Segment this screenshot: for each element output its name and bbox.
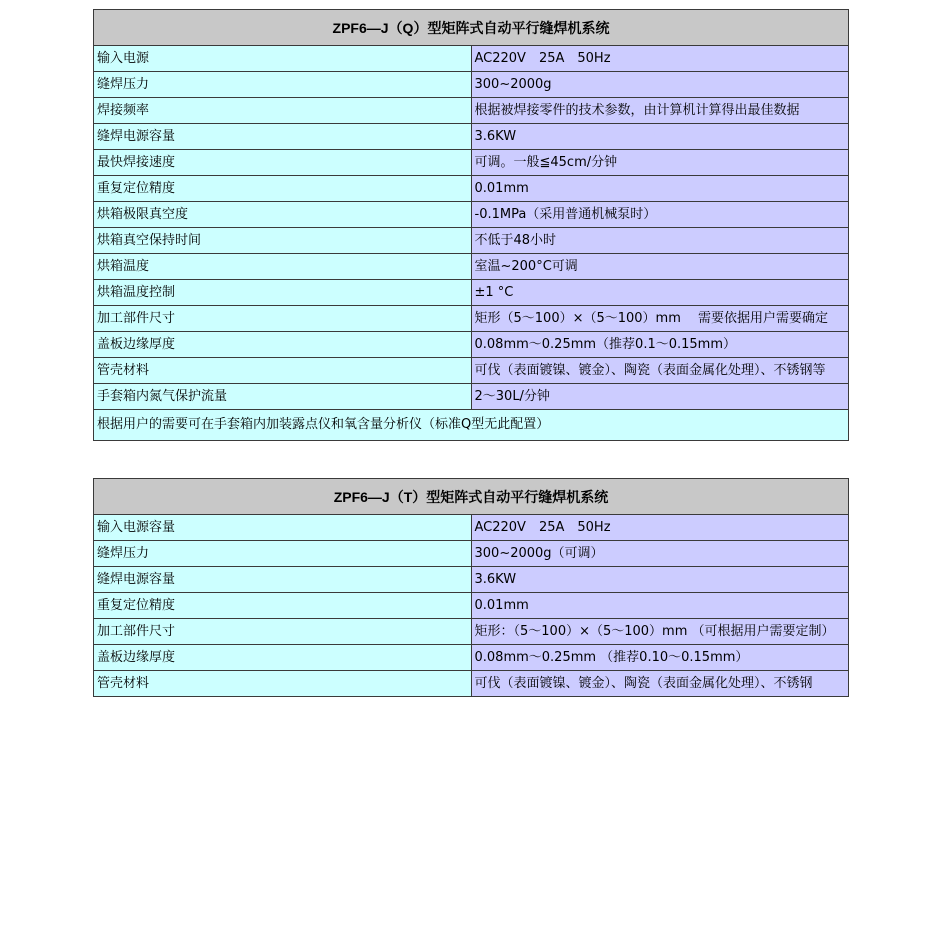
row-value: ±1 °C — [471, 280, 849, 306]
row-label: 输入电源 — [94, 46, 472, 72]
row-value: 不低于48小时 — [471, 228, 849, 254]
table-row — [94, 202, 849, 228]
table-row — [94, 332, 849, 358]
table-note: 根据用户的需要可在手套箱内加装露点仪和氧含量分析仪（标准Q型无此配置） — [94, 410, 849, 441]
table-row — [94, 567, 849, 593]
row-value: -0.1MPa（采用普通机械泵时） — [471, 202, 849, 228]
table-row — [94, 98, 849, 124]
row-label: 烘箱极限真空度 — [94, 202, 472, 228]
row-value: 300~2000g（可调） — [471, 541, 849, 567]
row-label: 重复定位精度 — [94, 593, 472, 619]
row-value: AC220V 25A 50Hz — [471, 46, 849, 72]
row-value: 0.08mm～0.25mm（推荐0.1～0.15mm） — [471, 332, 849, 358]
table-row — [94, 593, 849, 619]
table-row — [94, 358, 849, 384]
row-label: 盖板边缘厚度 — [94, 332, 472, 358]
row-label: 焊接频率 — [94, 98, 472, 124]
spec-table-t — [93, 478, 849, 697]
row-value: 矩形：（5～100）×（5～100）mm （可根据用户需要定制） — [471, 619, 849, 645]
table-row — [94, 254, 849, 280]
table-row — [94, 46, 849, 72]
row-value: 室温~200°C可调 — [471, 254, 849, 280]
row-label: 缝焊电源容量 — [94, 567, 472, 593]
spec-table-q — [93, 9, 849, 441]
table-title-row — [94, 10, 849, 46]
row-value: 3.6KW — [471, 567, 849, 593]
table-row — [94, 384, 849, 410]
row-value: 可伐（表面镀镍、镀金）、陶瓷（表面金属化处理）、不锈钢 — [471, 671, 849, 697]
table-note-row — [94, 410, 849, 441]
table-row — [94, 280, 849, 306]
table-title: ZPF6—J（T）型矩阵式自动平行缝焊机系统 — [94, 479, 849, 515]
row-value: 2～30L/分钟 — [471, 384, 849, 410]
table-row — [94, 671, 849, 697]
table-row — [94, 306, 849, 332]
table-row — [94, 72, 849, 98]
table-title-row — [94, 479, 849, 515]
row-label: 最快焊接速度 — [94, 150, 472, 176]
row-value: 300~2000g — [471, 72, 849, 98]
row-value: 可伐（表面镀镍、镀金）、陶瓷（表面金属化处理）、不锈钢等 — [471, 358, 849, 384]
table-row — [94, 515, 849, 541]
row-label: 烘箱温度 — [94, 254, 472, 280]
row-label: 加工部件尺寸 — [94, 306, 472, 332]
row-label: 重复定位精度 — [94, 176, 472, 202]
row-label: 烘箱温度控制 — [94, 280, 472, 306]
row-value: 可调。一般≦45cm/分钟 — [471, 150, 849, 176]
table-row — [94, 124, 849, 150]
table-row — [94, 176, 849, 202]
row-value: 0.01mm — [471, 593, 849, 619]
row-label: 管壳材料 — [94, 358, 472, 384]
row-label: 缝焊压力 — [94, 541, 472, 567]
row-label: 缝焊电源容量 — [94, 124, 472, 150]
row-label: 盖板边缘厚度 — [94, 645, 472, 671]
row-label: 缝焊压力 — [94, 72, 472, 98]
row-value: 0.08mm～0.25mm （推荐0.10～0.15mm） — [471, 645, 849, 671]
table-row — [94, 150, 849, 176]
row-label: 烘箱真空保持时间 — [94, 228, 472, 254]
row-value: 矩形（5～100）×（5～100）mm 需要依据用户需要确定 — [471, 306, 849, 332]
row-value: 根据被焊接零件的技术参数，由计算机计算得出最佳数据 — [471, 98, 849, 124]
row-value: AC220V 25A 50Hz — [471, 515, 849, 541]
table-row — [94, 619, 849, 645]
table-row — [94, 645, 849, 671]
table-row — [94, 228, 849, 254]
table-title: ZPF6—J（Q）型矩阵式自动平行缝焊机系统 — [94, 10, 849, 46]
row-value: 0.01mm — [471, 176, 849, 202]
row-label: 加工部件尺寸 — [94, 619, 472, 645]
row-label: 输入电源容量 — [94, 515, 472, 541]
table-row — [94, 541, 849, 567]
row-value: 3.6KW — [471, 124, 849, 150]
row-label: 管壳材料 — [94, 671, 472, 697]
row-label: 手套箱内氮气保护流量 — [94, 384, 472, 410]
